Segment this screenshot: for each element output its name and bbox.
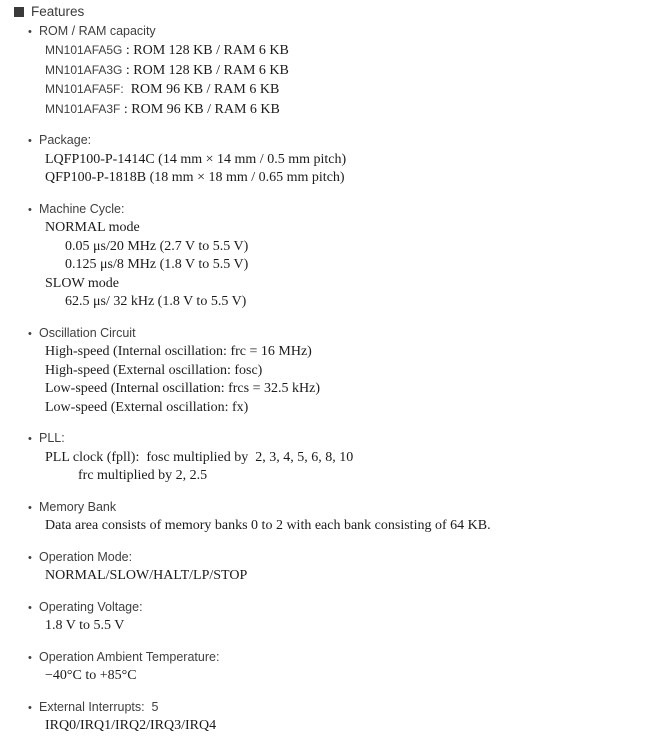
section-title-ambient-temperature — [28, 648, 647, 668]
ambient-temperature-line: −40°C to +85°C — [45, 668, 137, 683]
section-rom-ram — [0, 22, 647, 120]
memory-bank-line: Data area consists of memory banks 0 to 2 with each bank consisting of 64 KB. — [45, 518, 491, 533]
section-title-operating-voltage — [28, 598, 647, 618]
dot-bullet-icon: • — [28, 25, 32, 38]
section-title-text: Machine Cycle: — [39, 201, 125, 216]
rom-spec: ROM 96 KB / RAM 6 KB — [123, 82, 280, 97]
page-title — [14, 3, 647, 22]
part-number: MN101AFA5G — [45, 43, 123, 57]
section-external-interrupts — [0, 698, 647, 736]
rom-spec: : ROM 128 KB / RAM 6 KB — [122, 62, 289, 78]
machine-cycle-spec-line: 62.5 μs/ 32 kHz (1.8 V to 5.5 V) — [65, 294, 247, 309]
section-title-text: ROM / RAM capacity — [39, 23, 156, 38]
section-oscillation — [0, 324, 647, 418]
part-number: MN101AFA5F: — [45, 82, 124, 96]
section-title-text: PLL: — [39, 431, 65, 445]
dot-bullet-icon: • — [28, 501, 32, 514]
rom-capacity-line — [45, 100, 647, 120]
section-title-text: External Interrupts: 5 — [39, 699, 159, 714]
operating-voltage-line: 1.8 V to 5.5 V — [45, 618, 125, 633]
section-title-machine-cycle — [28, 200, 647, 220]
rom-spec: : ROM 96 KB / RAM 6 KB — [120, 101, 280, 117]
dot-bullet-icon: • — [28, 551, 32, 564]
section-package — [0, 131, 647, 188]
section-title-text: Package: — [39, 133, 92, 147]
rom-capacity-line — [45, 61, 647, 81]
external-interrupts-line: IRQ0/IRQ1/IRQ2/IRQ3/IRQ4 — [45, 718, 217, 733]
section-title-memory-bank — [28, 498, 647, 518]
dot-bullet-icon: • — [28, 651, 32, 664]
section-title-pll — [28, 429, 647, 449]
section-title-text: Operation Mode: — [39, 549, 133, 564]
page-title-text: Features — [31, 4, 85, 19]
section-title-oscillation — [28, 324, 647, 344]
section-pll — [0, 429, 647, 486]
section-operation-mode — [0, 548, 647, 586]
rom-capacity-line — [45, 41, 647, 61]
oscillation-line: High-speed (External oscillation: fosc) — [45, 362, 263, 378]
rom-spec: : ROM 128 KB / RAM 6 KB — [122, 43, 289, 58]
section-title-operation-mode — [28, 548, 647, 568]
rom-capacity-line — [45, 80, 647, 100]
dot-bullet-icon: • — [28, 203, 32, 216]
pll-clock-line: PLL clock (fpll): fosc multiplied by 2, 3, 4, 5, 6, 8, 10 — [45, 449, 354, 465]
operation-mode-line: NORMAL/SLOW/HALT/LP/STOP — [45, 568, 248, 583]
machine-cycle-mode-label: NORMAL mode — [45, 220, 140, 235]
section-title-package — [28, 131, 647, 151]
part-number: MN101AFA3G — [45, 62, 123, 77]
section-title-text: Memory Bank — [39, 499, 117, 514]
section-ambient-temperature — [0, 648, 647, 686]
dot-bullet-icon: • — [28, 327, 32, 340]
dot-bullet-icon: • — [28, 701, 32, 714]
dot-bullet-icon: • — [28, 433, 32, 445]
package-line: QFP100-P-1818B (18 mm × 18 mm / 0.65 mm pitch) — [45, 170, 345, 185]
section-title-rom-ram — [28, 22, 647, 42]
section-title-text: Operating Voltage: — [39, 599, 143, 614]
section-title-external-interrupts — [28, 698, 647, 718]
dot-bullet-icon: • — [28, 135, 32, 147]
dot-bullet-icon: • — [28, 601, 32, 614]
section-operating-voltage — [0, 598, 647, 636]
machine-cycle-spec-line: 0.05 μs/20 MHz (2.7 V to 5.5 V) — [65, 238, 249, 254]
machine-cycle-mode-label: SLOW mode — [45, 275, 120, 291]
part-number: MN101AFA3F — [45, 101, 121, 116]
section-title-text: Oscillation Circuit — [39, 325, 136, 340]
oscillation-line: Low-speed (Internal oscillation: frcs = 32.5 kHz) — [45, 381, 320, 396]
square-bullet-icon — [14, 7, 24, 17]
package-line: LQFP100-P-1414C (14 mm × 14 mm / 0.5 mm pitch) — [45, 151, 347, 167]
oscillation-line: Low-speed (External oscillation: fx) — [45, 399, 249, 415]
section-memory-bank — [0, 498, 647, 536]
pll-frc-line: frc multiplied by 2, 2.5 — [78, 468, 208, 483]
section-title-text: Operation Ambient Temperature: — [39, 649, 220, 664]
oscillation-line: High-speed (Internal oscillation: frc = 16 MHz) — [45, 344, 312, 359]
section-machine-cycle — [0, 200, 647, 312]
machine-cycle-spec-line: 0.125 μs/8 MHz (1.8 V to 5.5 V) — [65, 257, 249, 272]
